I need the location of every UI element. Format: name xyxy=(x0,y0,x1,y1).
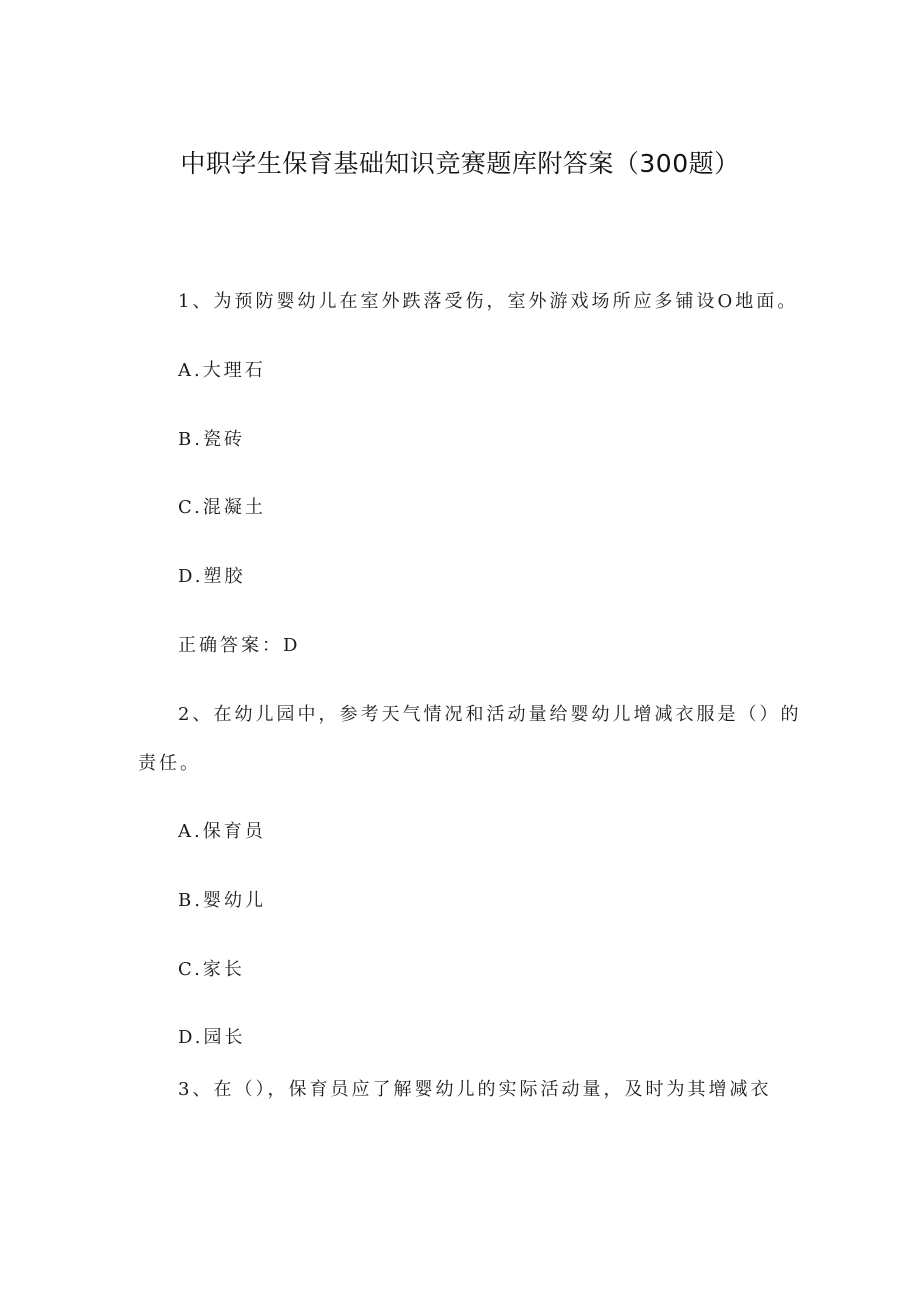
question-1-answer: 正确答案：D xyxy=(178,635,301,656)
question-2-option-b: B.婴幼儿 xyxy=(178,890,266,911)
question-3-stem: 3、在（），保育员应了解婴幼儿的实际活动量，及时为其增减衣 xyxy=(178,1079,772,1100)
question-2-stem: 2、在幼儿园中，参考天气情况和活动量给婴幼儿增减衣服是（）的 xyxy=(178,704,802,725)
question-1-option-d: D.塑胶 xyxy=(178,566,246,587)
question-1-stem: 1、为预防婴幼儿在室外跌落受伤，室外游戏场所应多铺设O地面。 xyxy=(178,291,799,312)
question-2-option-d: D.园长 xyxy=(178,1027,246,1048)
question-1-option-c: C.混凝土 xyxy=(178,497,266,518)
document-title: 中职学生保育基础知识竞赛题库附答案（300题） xyxy=(180,149,740,178)
question-1-option-b: B.瓷砖 xyxy=(178,429,245,450)
question-2-option-a: A.保育员 xyxy=(178,821,266,842)
question-1-option-a: A.大理石 xyxy=(178,360,266,381)
question-2-option-c: C.家长 xyxy=(178,959,245,980)
question-2-stem-continued: 责任。 xyxy=(138,753,201,774)
